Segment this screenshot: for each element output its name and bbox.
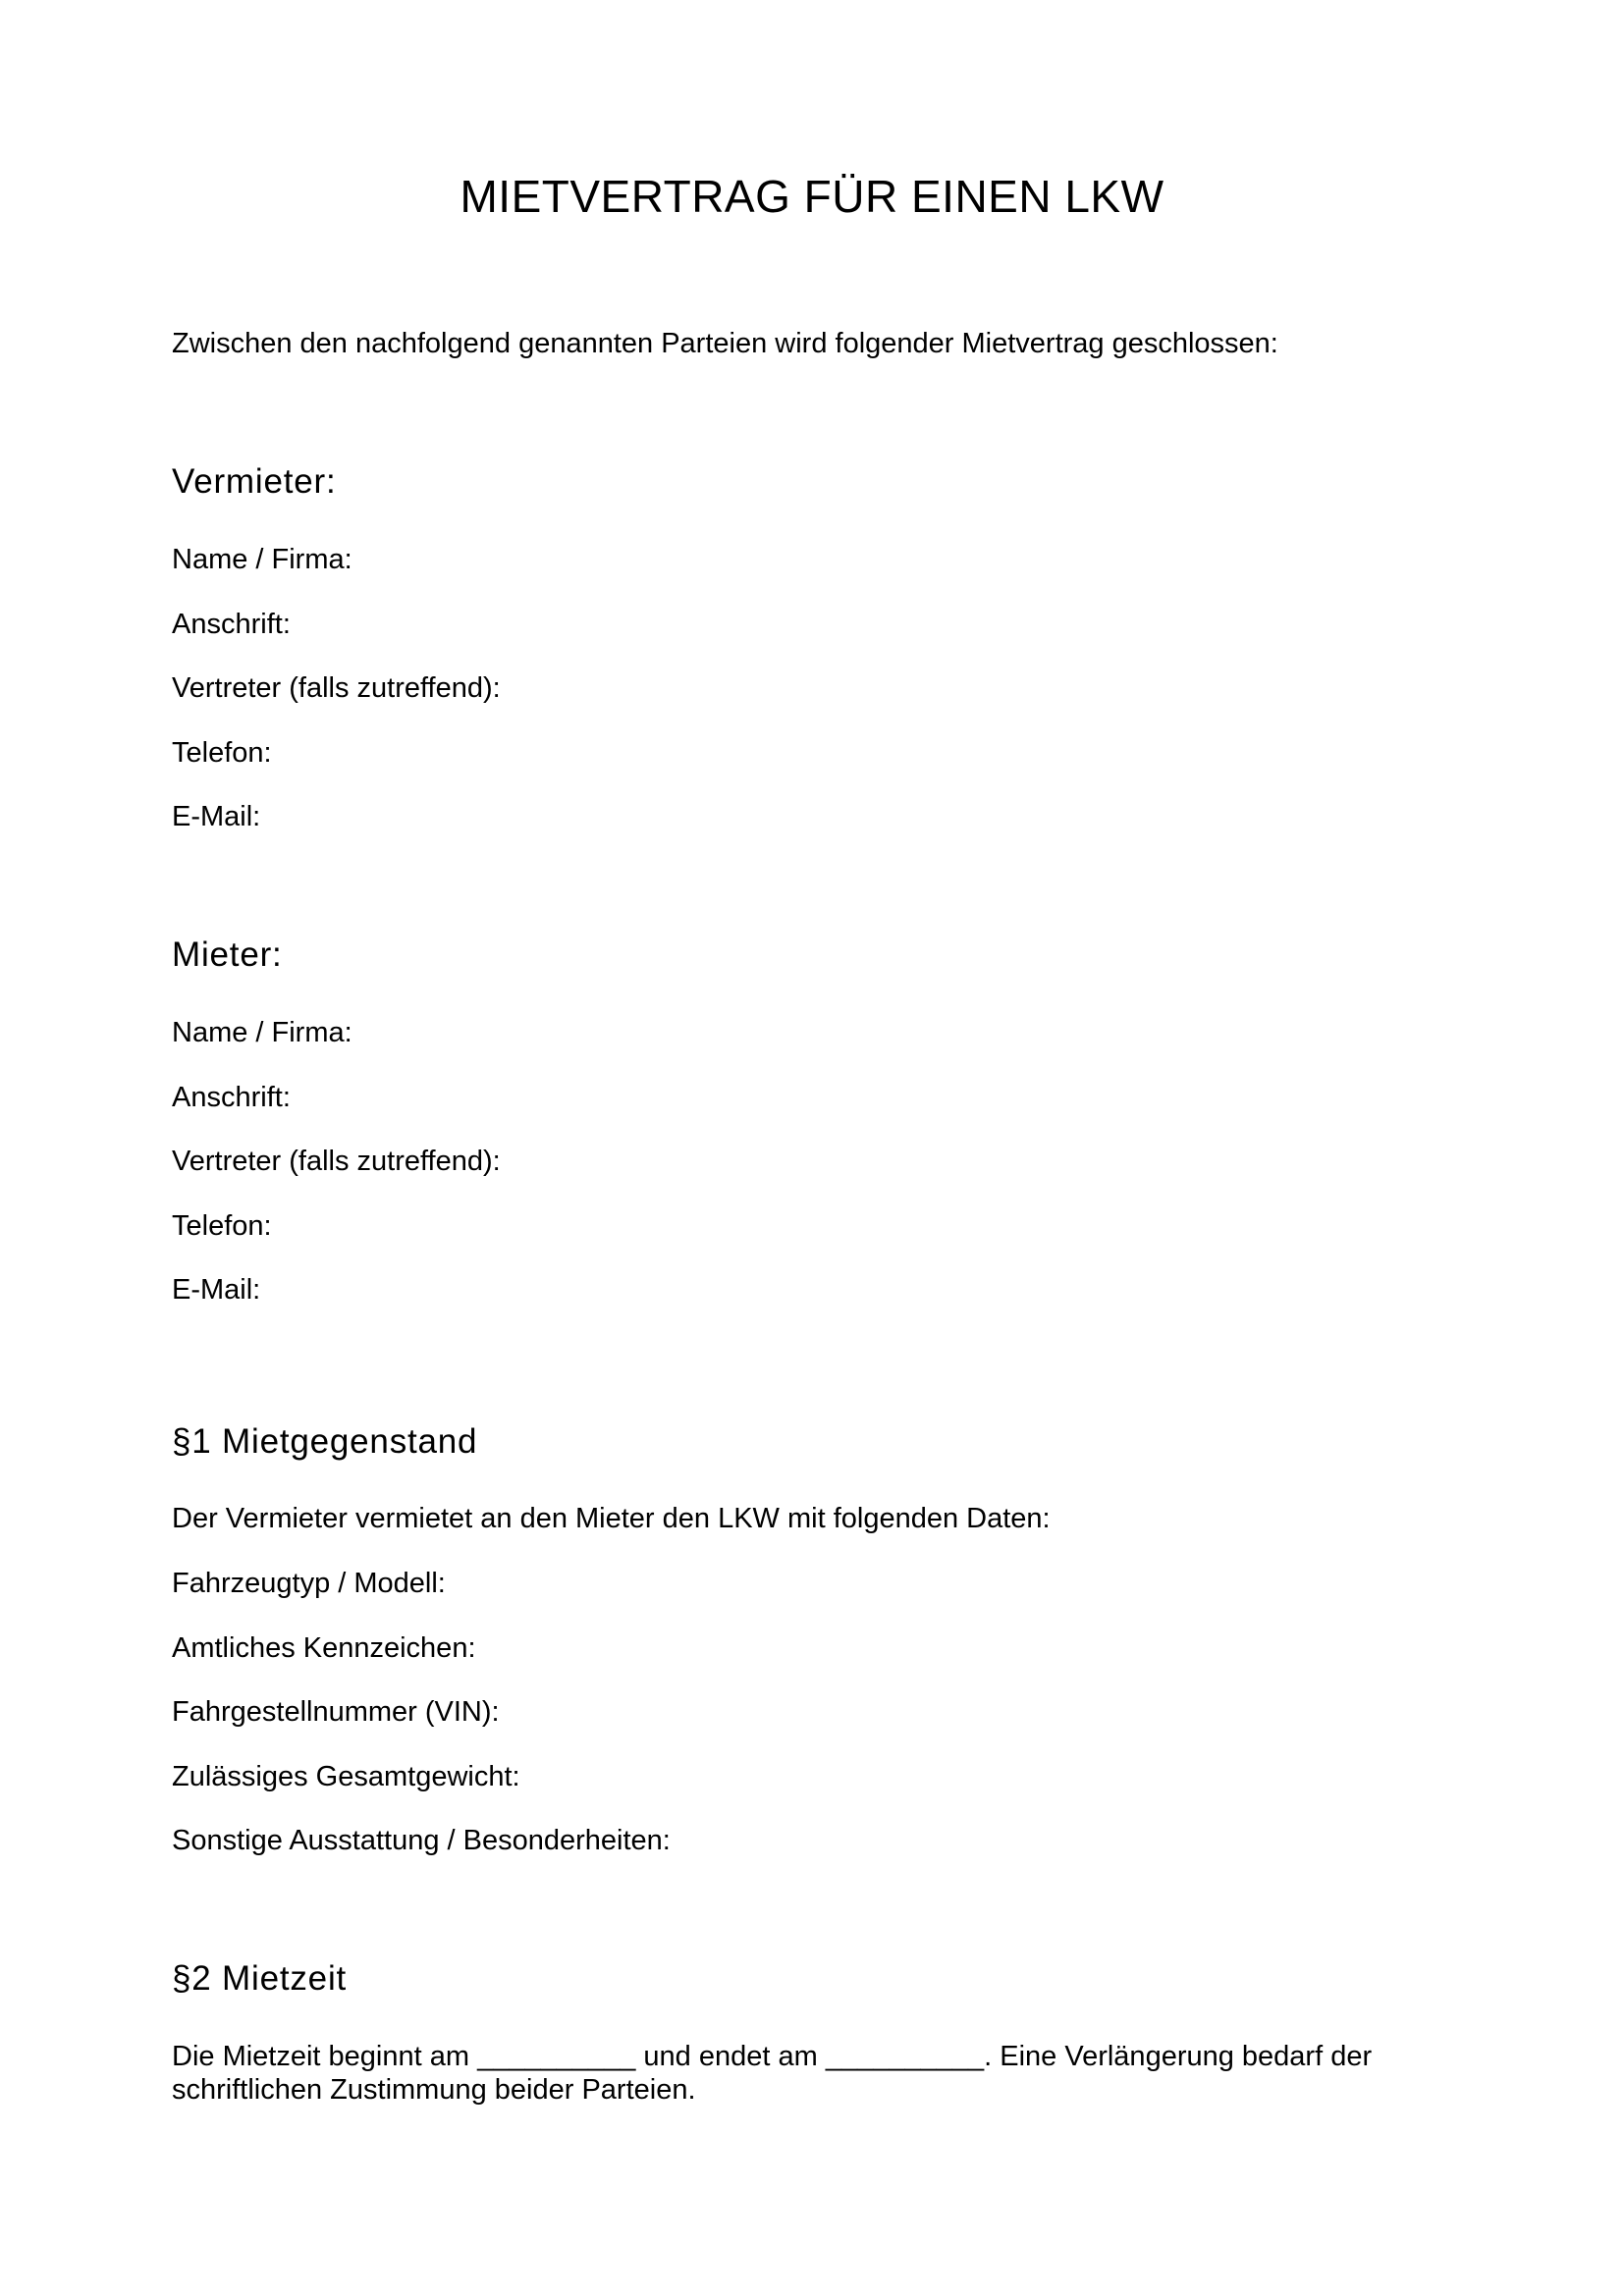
license-plate-label: Amtliches Kennzeichen:: [172, 1631, 476, 1664]
mieter-heading: Mieter:: [172, 935, 283, 974]
mieter-email-label: E-Mail:: [172, 1274, 261, 1306]
mieter-representative-label: Vertreter (falls zutreffend):: [172, 1146, 501, 1177]
vermieter-representative-label: Vertreter (falls zutreffend):: [172, 672, 501, 704]
mieter-field-list: [172, 1015, 1458, 1337]
vermieter-heading: Vermieter:: [172, 462, 337, 501]
section1-heading: §1 Mietgegenstand: [172, 1422, 478, 1461]
vermieter-email-label: E-Mail:: [172, 801, 261, 832]
mieter-address-label: Anschrift:: [172, 1081, 291, 1113]
document-title: MIETVERTRAG FÜR EINEN LKW: [460, 171, 1164, 222]
mieter-name-label: Name / Firma:: [172, 1017, 352, 1048]
vermieter-address-label: Anschrift:: [172, 608, 291, 640]
section1-field-list: [172, 1566, 1458, 1888]
vermieter-phone-label: Telefon:: [172, 736, 272, 769]
gross-weight-label: Zulässiges Gesamtgewicht:: [172, 1760, 520, 1792]
vin-label: Fahrgestellnummer (VIN):: [172, 1696, 500, 1728]
equipment-label: Sonstige Ausstattung / Besonderheiten:: [172, 1825, 671, 1856]
vermieter-name-label: Name / Firma:: [172, 544, 352, 575]
mieter-phone-label: Telefon:: [172, 1209, 272, 1242]
intro-text: Zwischen den nachfolgend genannten Parteien wird folgender Mietvertrag geschlossen:: [172, 328, 1278, 359]
section2-heading: §2 Mietzeit: [172, 1959, 348, 1998]
section2-line-2: schriftlichen Zustimmung beider Parteien.: [172, 2074, 696, 2106]
vehicle-model-label: Fahrzeugtyp / Modell:: [172, 1568, 446, 1599]
section2-line-1: Die Mietzeit beginnt am __________ und endet am __________. Eine Verlängerung bedarf der: [172, 2041, 1373, 2072]
vermieter-field-list: [172, 542, 1458, 864]
section1-intro: Der Vermieter vermietet an den Mieter den LKW mit folgenden Daten:: [172, 1503, 1051, 1534]
section2-text: [172, 2040, 1389, 2107]
